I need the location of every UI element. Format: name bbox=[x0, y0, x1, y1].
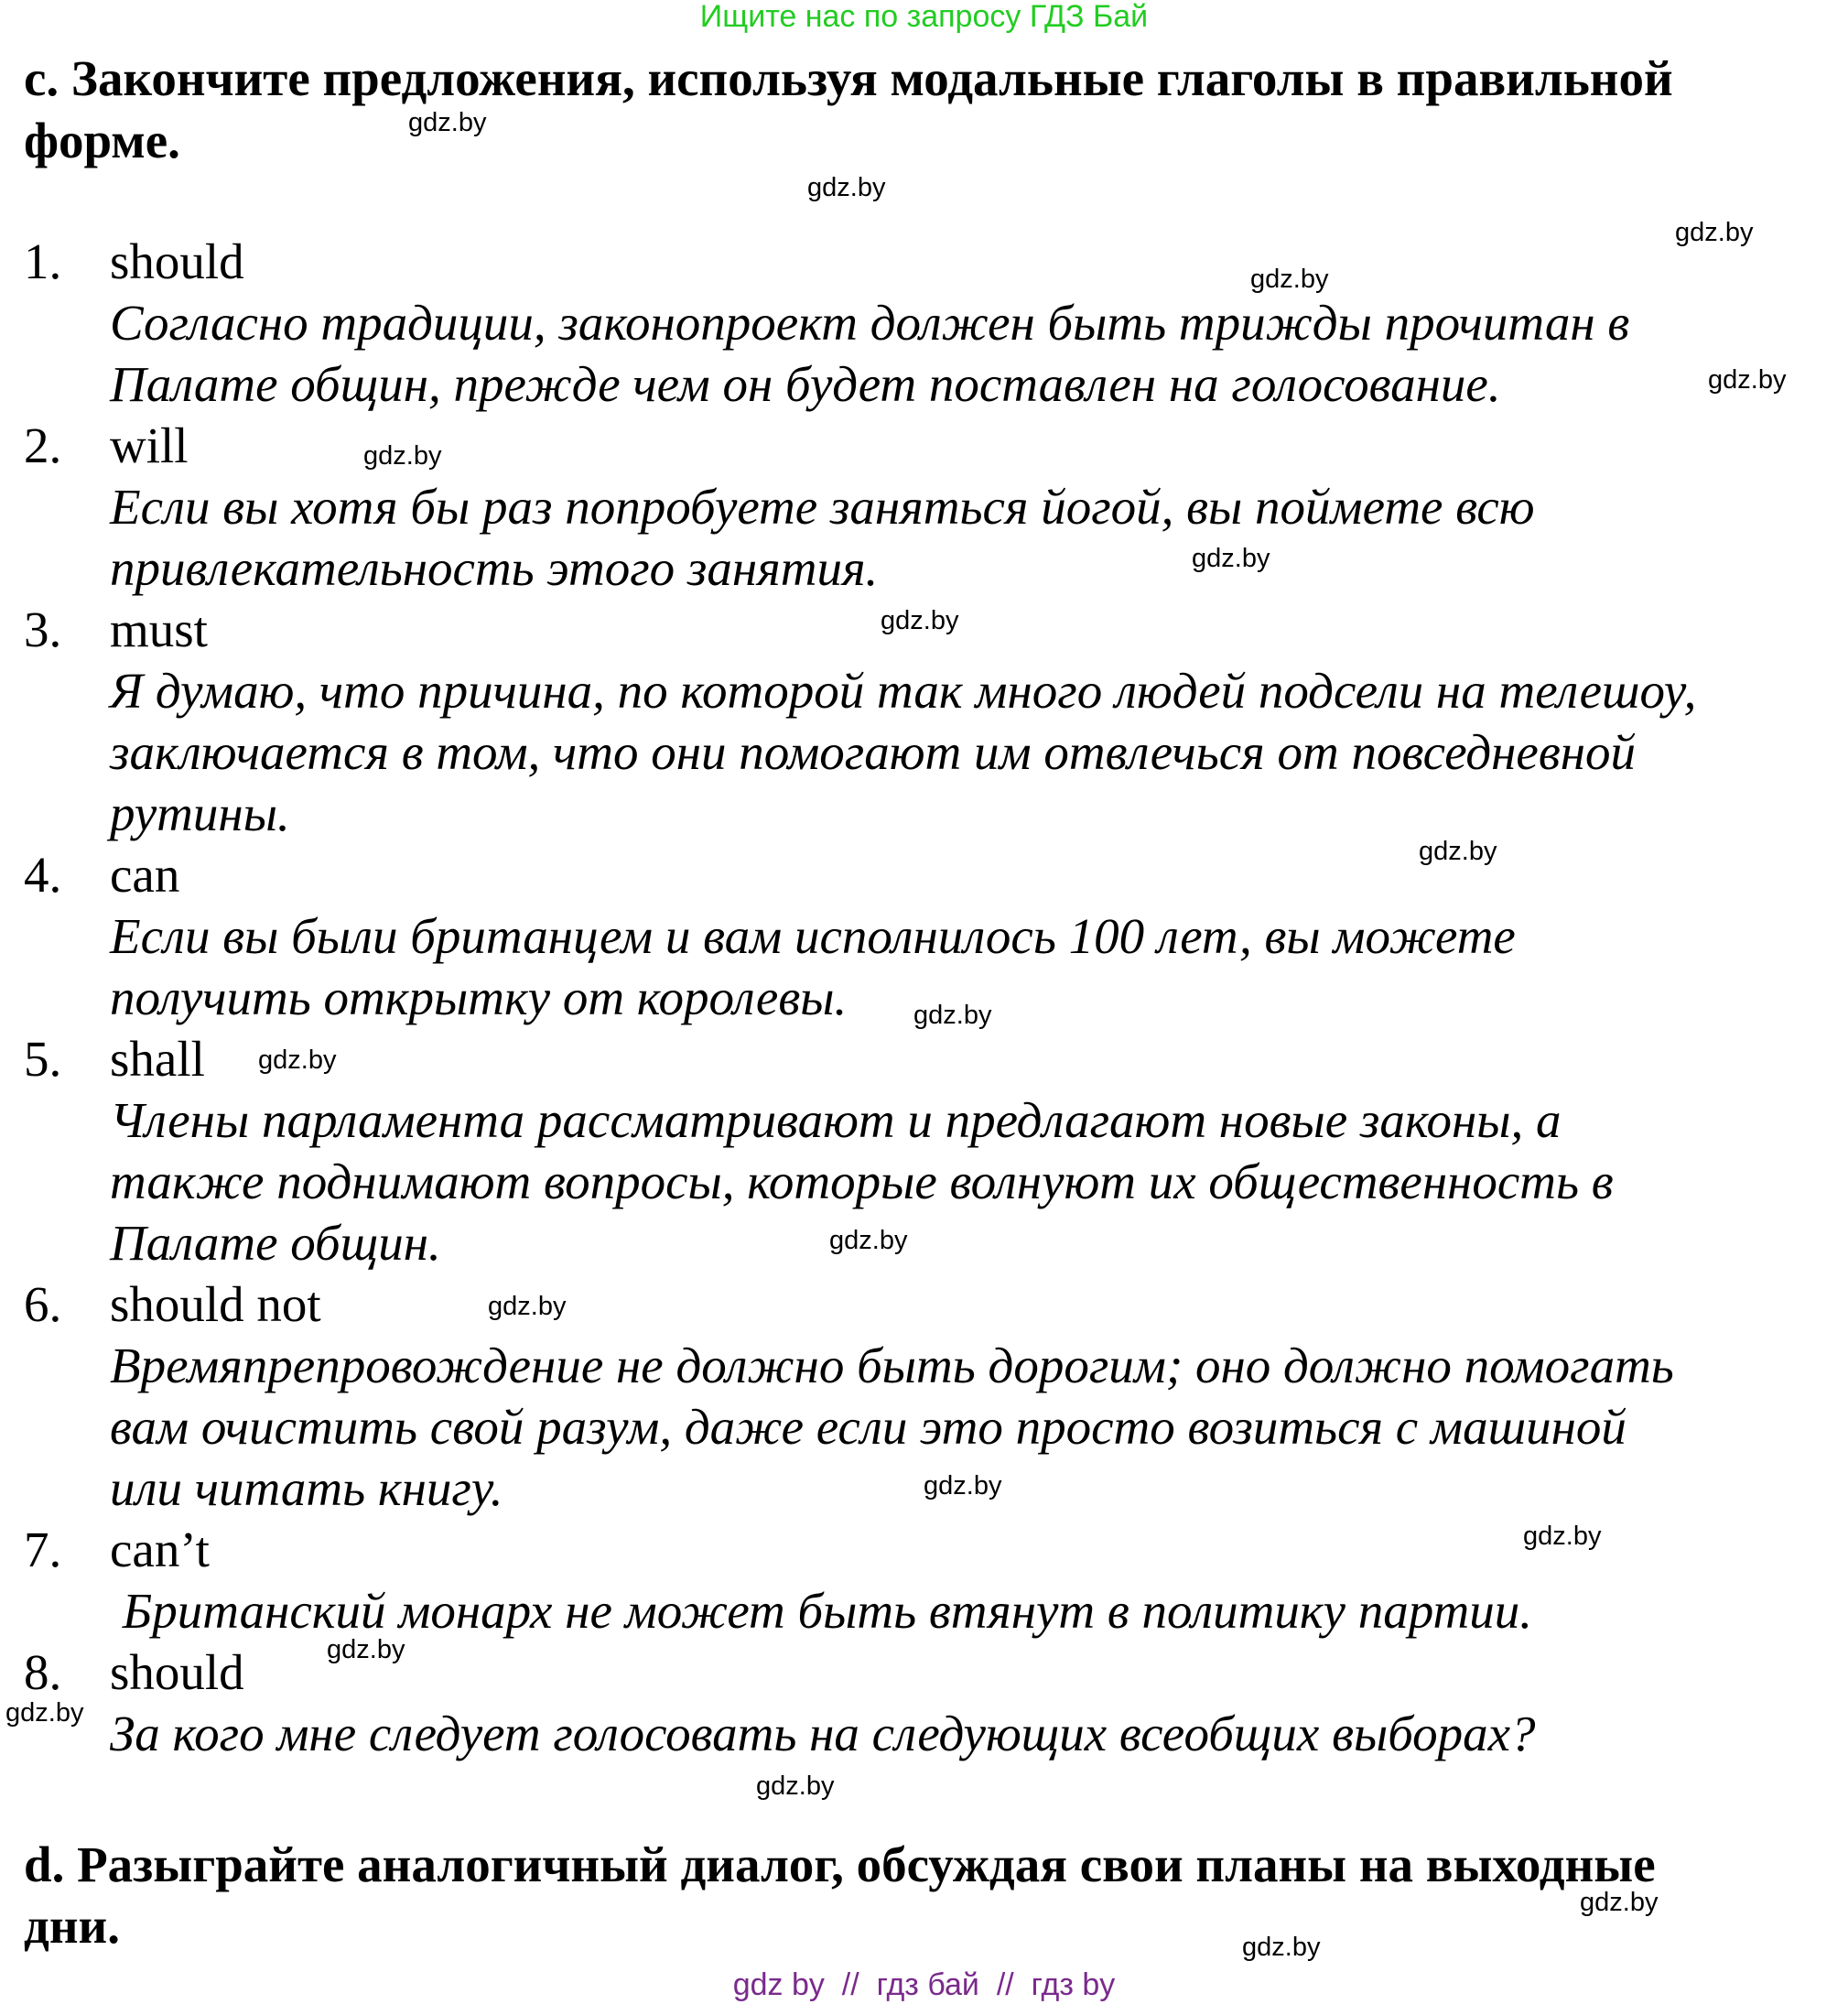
item-2-verb: will bbox=[110, 417, 189, 473]
footer-links[interactable]: gdz by // гдз бай // гдз by bbox=[732, 1967, 1116, 2002]
item-1-number: 1. bbox=[24, 233, 62, 289]
item-4-number: 4. bbox=[24, 847, 62, 903]
watermark: gdz.by bbox=[327, 1635, 405, 1664]
watermark: gdz.by bbox=[756, 1771, 835, 1801]
item-7-translation-line1: Британский монарх не может быть втянут в политику партии. bbox=[110, 1583, 1532, 1639]
item-1-translation-line1: Согласно традиции, законопроект должен быть трижды прочитан в bbox=[110, 295, 1630, 351]
item-5-translation-line3: Палате общин. bbox=[110, 1215, 441, 1271]
watermark: gdz.by bbox=[807, 173, 886, 202]
item-7-verb: can’t bbox=[110, 1522, 210, 1577]
watermark: gdz.by bbox=[363, 441, 442, 471]
watermark: gdz.by bbox=[1419, 837, 1497, 866]
watermark: gdz.by bbox=[1580, 1888, 1659, 1917]
item-2-translation-line2: привлекательность этого занятия. bbox=[110, 540, 879, 596]
watermark: gdz.by bbox=[1192, 544, 1270, 573]
item-4-translation-line1: Если вы были британцем и вам исполнилось 100 лет, вы можете bbox=[110, 908, 1516, 964]
watermark: gdz.by bbox=[1675, 218, 1754, 247]
watermark: gdz.by bbox=[488, 1292, 567, 1321]
section-d-heading-line1: d. Разыграйте аналогичный диалог, обсуждая свои планы на выходные bbox=[24, 1836, 1656, 1892]
watermark: gdz.by bbox=[1523, 1522, 1602, 1551]
section-d-heading-line2: дни. bbox=[24, 1898, 120, 1954]
watermark: gdz.by bbox=[408, 108, 487, 137]
item-1-translation-line2: Палате общин, прежде чем он будет поставлен на голосование. bbox=[110, 356, 1501, 412]
item-6-verb: should not bbox=[110, 1276, 321, 1332]
watermark: gdz.by bbox=[258, 1045, 337, 1075]
item-6-translation-line1: Времяпрепровождение не должно быть дорогим; оно должно помогать bbox=[110, 1338, 1674, 1393]
item-8-verb: should bbox=[110, 1644, 244, 1700]
item-5-number: 5. bbox=[24, 1031, 62, 1087]
top-banner[interactable]: Ищите нас по запросу ГДЗ Бай bbox=[699, 0, 1149, 34]
watermark: gdz.by bbox=[1708, 365, 1787, 395]
watermark: gdz.by bbox=[913, 1001, 992, 1030]
item-4-translation-line2: получить открытку от королевы. bbox=[110, 970, 848, 1025]
item-7-number: 7. bbox=[24, 1522, 62, 1577]
item-8-translation-line1: За кого мне следует голосовать на следующих всеобщих выборах? bbox=[110, 1706, 1536, 1761]
item-8-number: 8. bbox=[24, 1644, 62, 1700]
item-6-number: 6. bbox=[24, 1276, 62, 1332]
watermark: gdz.by bbox=[1242, 1933, 1321, 1962]
item-3-verb: must bbox=[110, 601, 208, 657]
watermark: gdz.by bbox=[829, 1226, 908, 1255]
item-3-translation-line1: Я думаю, что причина, по которой так много людей подсели на телешоу, bbox=[110, 663, 1697, 719]
watermark: gdz.by bbox=[881, 606, 959, 635]
item-6-translation-line2: вам очистить свой разум, даже если это просто возиться с машиной bbox=[110, 1399, 1626, 1455]
item-4-verb: can bbox=[110, 847, 180, 903]
section-c-heading-line1: c. Закончите предложения, используя модальные глаголы в правильной bbox=[24, 50, 1673, 106]
item-3-translation-line3: рутины. bbox=[110, 785, 290, 841]
watermark: gdz.by bbox=[1250, 265, 1329, 294]
watermark: gdz.by bbox=[5, 1698, 84, 1728]
item-1-verb: should bbox=[110, 233, 244, 289]
section-c-heading-line2: форме. bbox=[24, 113, 180, 168]
item-2-translation-line1: Если вы хотя бы раз попробуете заняться йогой, вы поймете всю bbox=[110, 479, 1535, 535]
watermark: gdz.by bbox=[924, 1471, 1002, 1500]
item-6-translation-line3: или читать книгу. bbox=[110, 1460, 503, 1516]
item-5-translation-line1: Члены парламента рассматривают и предлагают новые законы, а bbox=[110, 1092, 1562, 1148]
item-5-verb: shall bbox=[110, 1031, 205, 1087]
item-5-translation-line2: также поднимают вопросы, которые волнуют их общественность в bbox=[110, 1154, 1614, 1209]
item-2-number: 2. bbox=[24, 417, 62, 473]
item-3-number: 3. bbox=[24, 601, 62, 657]
item-3-translation-line2: заключается в том, что они помогают им отвлечься от повседневной bbox=[110, 724, 1636, 780]
